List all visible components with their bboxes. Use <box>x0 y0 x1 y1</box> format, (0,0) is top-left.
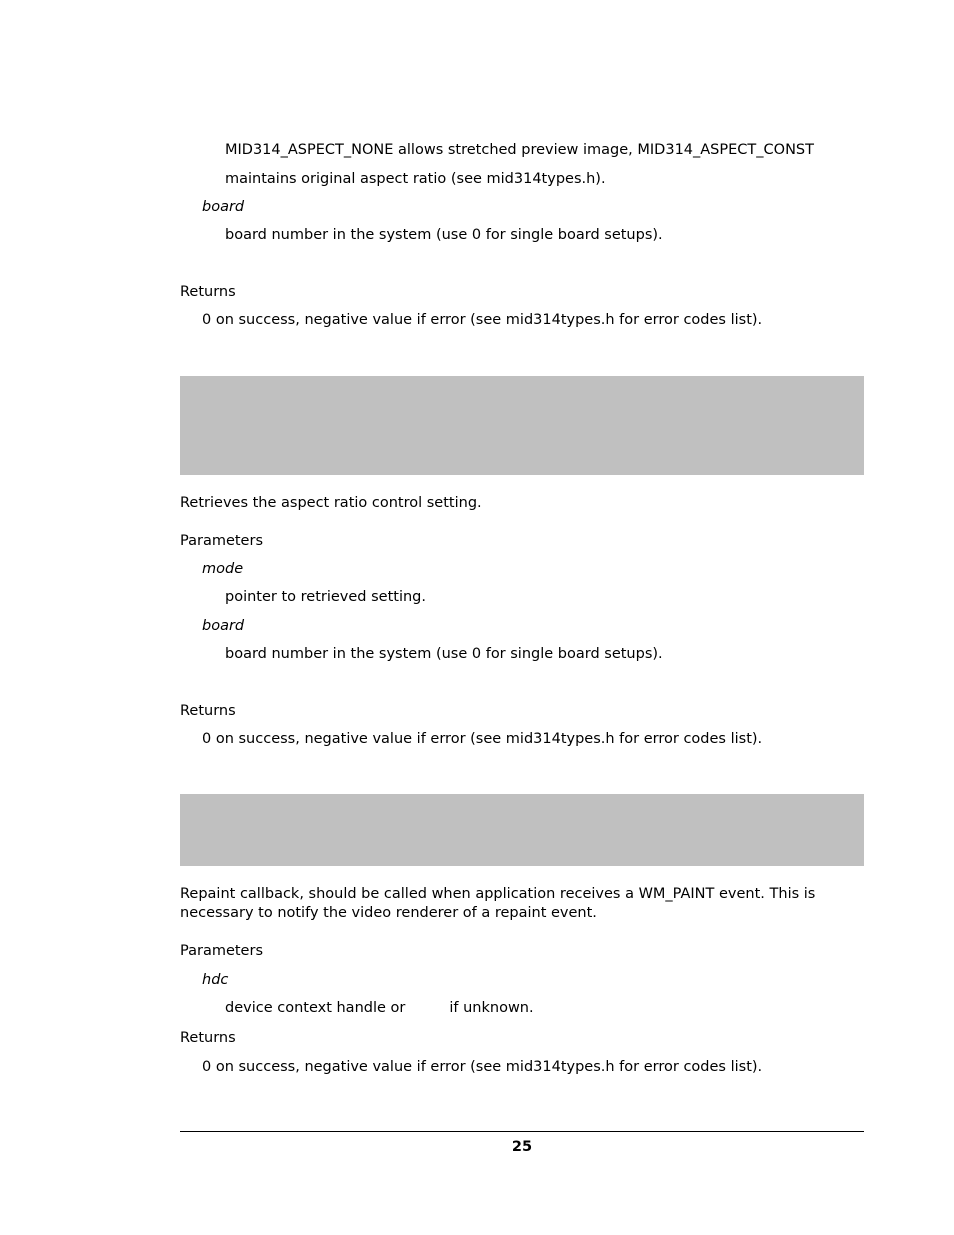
function-prototype-box <box>180 376 864 475</box>
function-prototype-box <box>180 794 864 866</box>
param-board-description: board number in the system (use 0 for single board setups). <box>225 227 663 243</box>
param-mode-description: pointer to retrieved setting. <box>225 589 426 605</box>
param-board-description: board number in the system (use 0 for single board setups). <box>225 646 663 662</box>
param-board-name: board <box>202 199 245 215</box>
param-hdc-description <box>225 999 534 1017</box>
returns-heading: Returns <box>180 284 236 300</box>
returns-description: 0 on success, negative value if error (see mid314types.h for error codes list). <box>202 1059 763 1075</box>
parameters-heading: Parameters <box>180 533 263 549</box>
aspect-mode-description-line-1: MID314_ASPECT_NONE allows stretched preview image, MID314_ASPECT_CONST <box>225 142 814 158</box>
returns-description: 0 on success, negative value if error (see mid314types.h for error codes list). <box>202 731 763 747</box>
param-hdc-name: hdc <box>202 972 229 988</box>
footer-rule <box>180 1131 864 1132</box>
returns-heading: Returns <box>180 703 236 719</box>
param-hdc-description-after: if unknown. <box>449 1000 534 1016</box>
param-hdc-description-before: device context handle or <box>225 1000 406 1016</box>
page-number: 25 <box>511 1139 533 1155</box>
returns-heading: Returns <box>180 1030 236 1046</box>
function-description: Retrieves the aspect ratio control setting. <box>180 495 482 511</box>
aspect-mode-description-line-2: maintains original aspect ratio (see mid314types.h). <box>225 171 606 187</box>
parameters-heading: Parameters <box>180 943 263 959</box>
function-description: Repaint callback, should be called when application receives a WM_PAINT event. This is necessary to notify the video renderer of a repaint event. <box>180 886 816 921</box>
param-mode-name: mode <box>202 561 244 577</box>
param-board-name: board <box>202 618 245 634</box>
returns-description: 0 on success, negative value if error (see mid314types.h for error codes list). <box>202 312 763 328</box>
